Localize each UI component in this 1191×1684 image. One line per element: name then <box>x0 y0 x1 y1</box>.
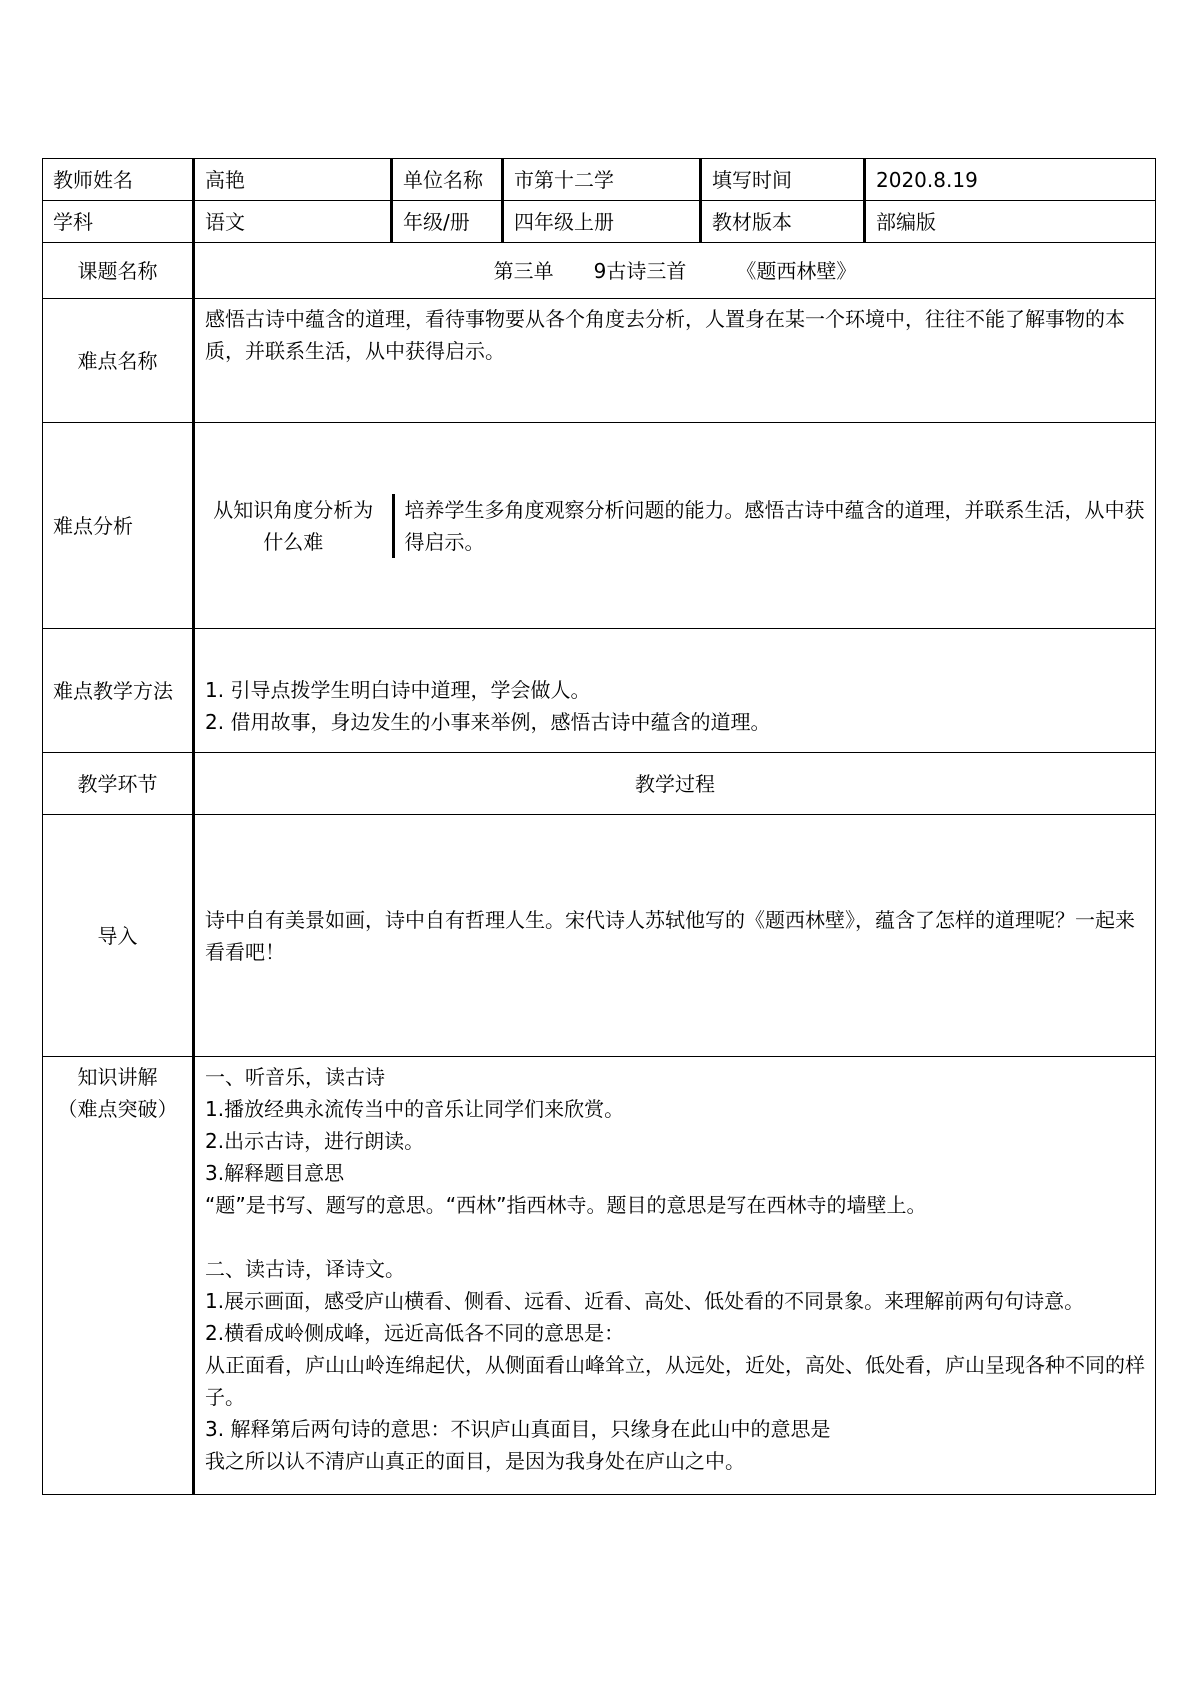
knowledge-label-line1: 知识讲解 <box>77 1065 158 1089</box>
edition-value: 部编版 <box>865 201 1156 243</box>
analysis-label: 难点分析 <box>43 423 194 629</box>
method-list <box>194 629 1156 753</box>
topic-label: 课题名称 <box>43 243 194 299</box>
knowledge-line: 2.横看成岭侧成峰，远近高低各不同的意思是： <box>205 1321 625 1345</box>
intro-label: 导入 <box>43 815 194 1057</box>
knowledge-line: 我之所以认不清庐山真正的面目，是因为我身处在庐山之中。 <box>205 1449 745 1473</box>
knowledge-heading-2: 二、读古诗，译诗文。 <box>205 1257 405 1281</box>
difficulty-value: 感悟古诗中蕴含的道理，看待事物要从各个角度去分析，人置身在某一个环境中，往往不能了解事物的本质，并联系生活，从中获得启示。 <box>194 299 1156 423</box>
knowledge-heading-1: 一、听音乐，读古诗 <box>205 1065 385 1089</box>
knowledge-content <box>194 1057 1156 1495</box>
method-item: 1. 引导点拨学生明白诗中道理，学会做人。 <box>205 677 591 702</box>
knowledge-line: 1.播放经典永流传当中的音乐让同学们来欣赏。 <box>205 1097 625 1121</box>
analysis-subtable <box>195 494 1155 558</box>
teacher-name-value: 高艳 <box>194 159 392 201</box>
edition-label: 教材版本 <box>701 201 865 243</box>
subject-label: 学科 <box>43 201 194 243</box>
method-label: 难点教学方法 <box>43 629 194 753</box>
knowledge-label-line2: （难点突破） <box>57 1097 178 1121</box>
fill-time-value: 2020.8.19 <box>865 159 1156 201</box>
knowledge-spacer <box>205 1221 1145 1253</box>
analysis-sub-label: 从知识角度分析为什么难 <box>213 497 374 554</box>
topic-value: 第三单 9古诗三首 《题西林壁》 <box>194 243 1156 299</box>
knowledge-line: 1.展示画面，感受庐山横看、侧看、远看、近看、高处、低处看的不同景象。来理解前两句句诗意。 <box>205 1289 1085 1313</box>
difficulty-label: 难点名称 <box>43 299 194 423</box>
fill-time-label: 填写时间 <box>701 159 865 201</box>
lesson-plan-form <box>42 158 1155 1495</box>
lesson-plan-table <box>42 158 1156 1495</box>
knowledge-line: 3.解释题目意思 <box>205 1161 345 1185</box>
subject-value: 语文 <box>194 201 392 243</box>
grade-label: 年级/册 <box>392 201 503 243</box>
knowledge-label <box>43 1057 194 1495</box>
grade-value: 四年级上册 <box>503 201 701 243</box>
analysis-value: 培养学生多角度观察分析问题的能力。感悟古诗中蕴含的道理，并联系生活，从中获得启示。 <box>393 494 1155 558</box>
teacher-name-label: 教师姓名 <box>43 159 194 201</box>
knowledge-line: 3. 解释第后两句诗的意思：不识庐山真面目，只缘身在此山中的意思是 <box>205 1417 831 1441</box>
stage-header-label: 教学环节 <box>43 753 194 815</box>
knowledge-line: “题”是书写、题写的意思。“西林”指西林寺。题目的意思是写在西林寺的墙壁上。 <box>205 1193 927 1217</box>
intro-value: 诗中自有美景如画，诗中自有哲理人生。宋代诗人苏轼他写的《题西林壁》，蕴含了怎样的道理呢？一起来看看吧！ <box>194 815 1156 1057</box>
knowledge-line: 2.出示古诗，进行朗读。 <box>205 1129 425 1153</box>
knowledge-line: 从正面看，庐山山岭连绵起伏，从侧面看山峰耸立，从远处，近处，高处、低处看，庐山呈现各种不同的样子。 <box>205 1353 1145 1409</box>
unit-name-value: 市第十二学 <box>503 159 701 201</box>
analysis-content <box>194 423 1156 629</box>
unit-name-label: 单位名称 <box>392 159 503 201</box>
process-header-label: 教学过程 <box>194 753 1156 815</box>
method-item: 2. 借用故事，身边发生的小事来举例，感悟古诗中蕴含的道理。 <box>205 709 771 734</box>
